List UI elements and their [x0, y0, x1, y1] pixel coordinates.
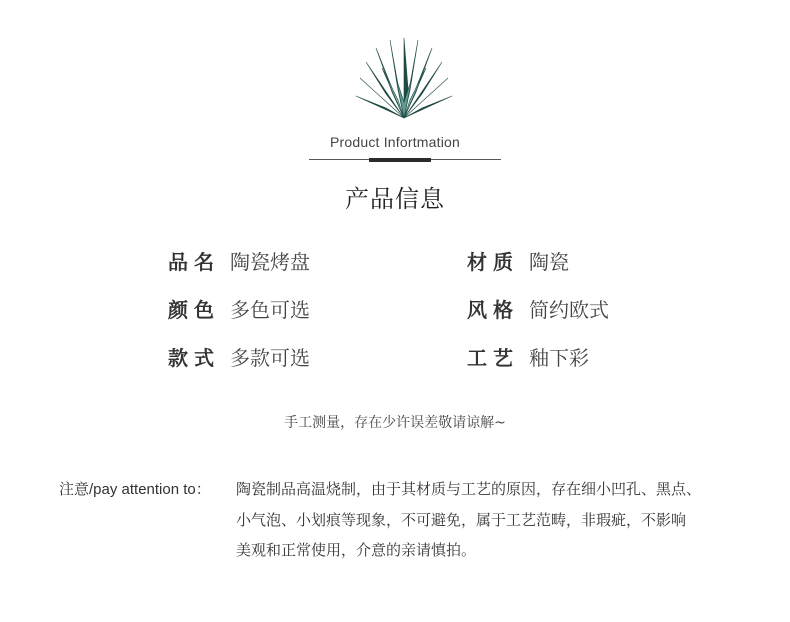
- spec-key: 款式: [168, 346, 220, 370]
- spec-key: 颜色: [168, 298, 220, 322]
- attention-label: 注意/pay attention to：: [59, 481, 211, 498]
- divider-accent: [369, 158, 431, 162]
- spec-value: 多色可选: [230, 298, 310, 322]
- spec-item-name: [168, 246, 310, 275]
- attention-line: 小气泡、小划痕等现象，不可避免，属于工艺范畴，非瑕疵，不影响: [236, 511, 687, 529]
- spec-value: 多款可选: [230, 346, 310, 370]
- subtitle-en: Product Infortmation: [329, 134, 461, 150]
- page-title: 产品信息: [345, 185, 445, 213]
- spec-value: 陶瓷: [529, 250, 569, 274]
- spec-item-model: [168, 342, 310, 371]
- spec-item-style: [467, 294, 609, 323]
- spec-key: 工艺: [467, 346, 519, 370]
- spec-item-craft: [467, 342, 589, 371]
- spec-value: 陶瓷烤盘: [230, 250, 310, 274]
- spec-item-material: [467, 246, 569, 275]
- spec-value: 简约欧式: [529, 298, 609, 322]
- spec-value: 釉下彩: [529, 346, 589, 370]
- attention-line: 陶瓷制品高温烧制，由于其材质与工艺的原因，存在细小凹孔、黑点、: [236, 480, 702, 498]
- spec-key: 品名: [168, 250, 220, 274]
- agave-plant-icon: [352, 38, 456, 120]
- spec-item-color: [168, 294, 310, 323]
- measurement-note: 手工测量，存在少许误差敬请谅解~: [284, 415, 506, 431]
- spec-key: 风格: [467, 298, 519, 322]
- spec-key: 材质: [467, 250, 519, 274]
- attention-line: 美观和正常使用，介意的亲请慎拍。: [236, 541, 477, 559]
